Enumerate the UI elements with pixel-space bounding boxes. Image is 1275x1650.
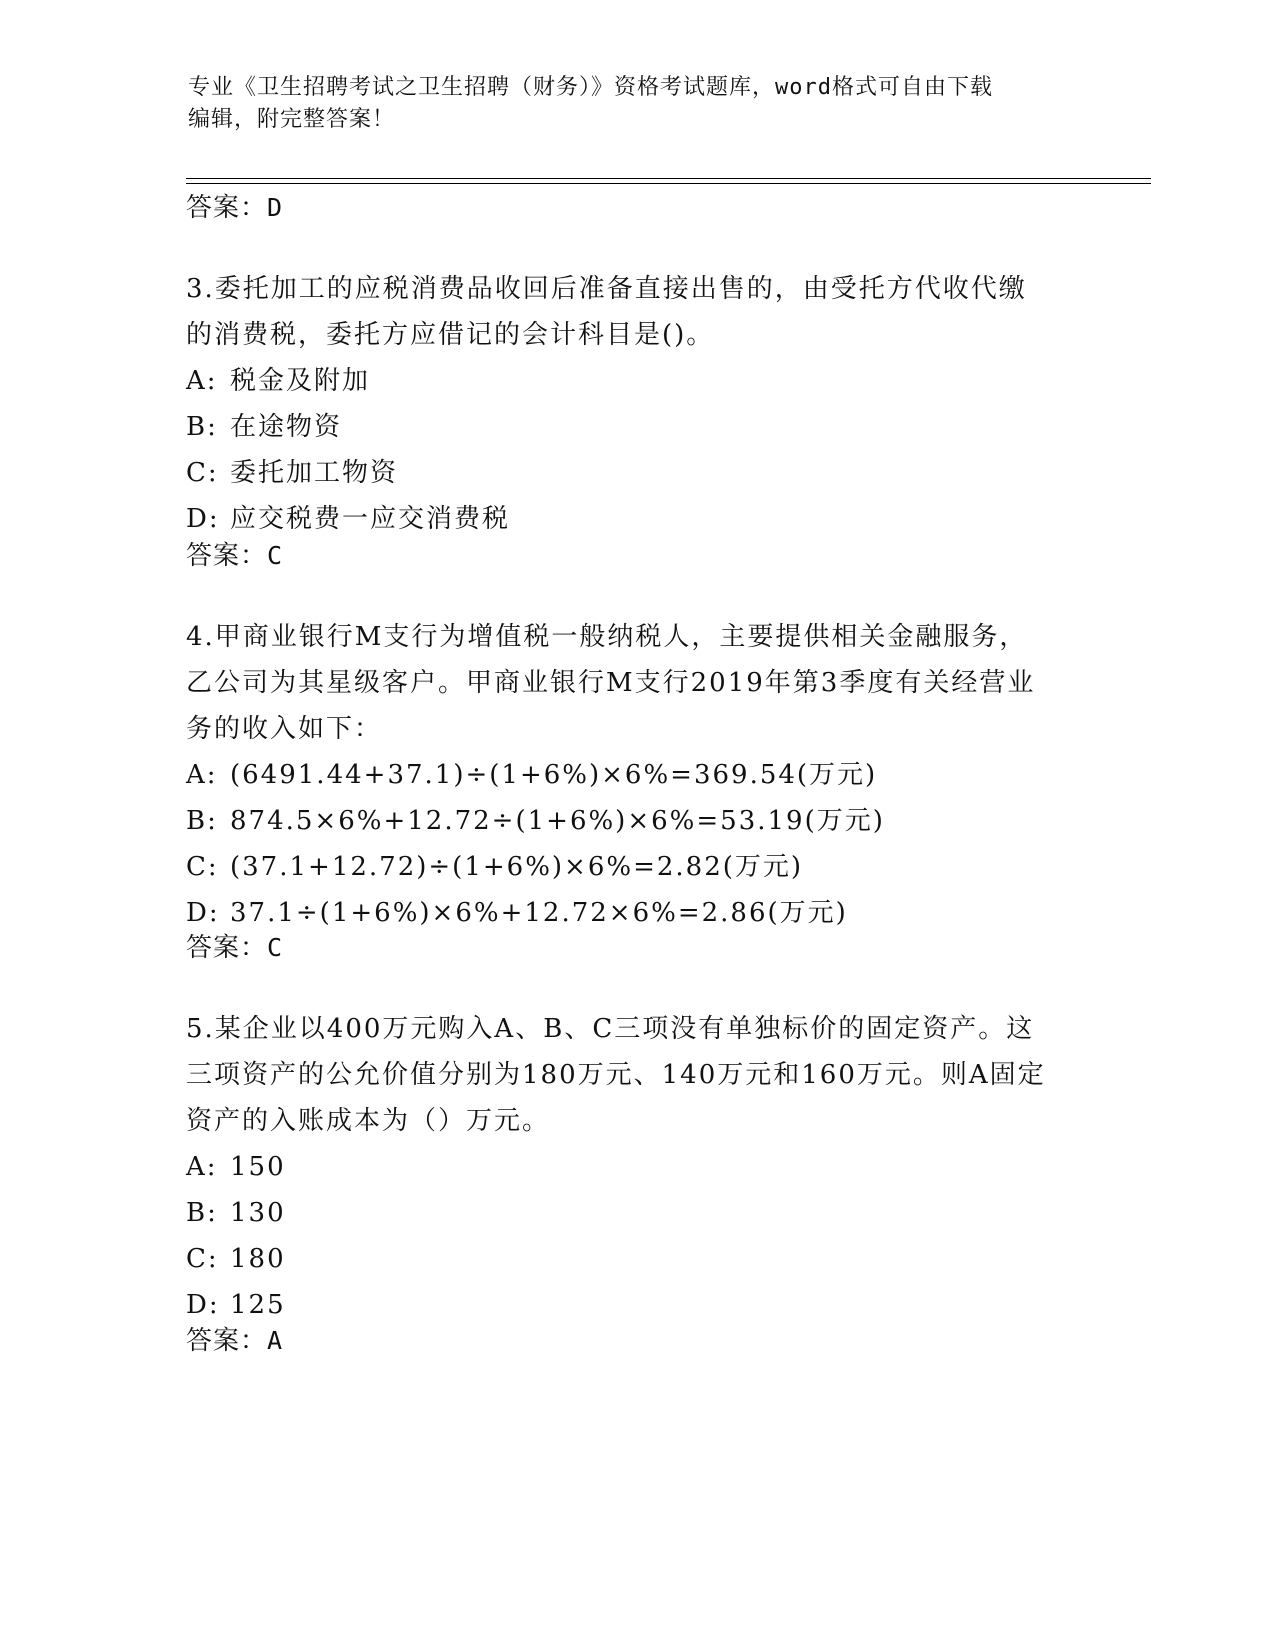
option-a: A: 税金及附加 [186,366,371,396]
answer-label: 答案： [186,541,268,571]
option-d: D: 应交税费一应交消费税 [186,504,511,534]
answer-label: 答案： [186,933,268,963]
header-line-1: 专业《卫生招聘考试之卫生招聘（财务）》资格考试题库，word格式可自由下载 [188,75,993,100]
option-b: B: 874.5×6%+12.72÷(1+6%)×6%=53.19(万元) [186,806,885,836]
option-c: C: 180 [186,1244,286,1274]
question-stem-line: 的消费税，委托方应借记的会计科目是()。 [186,320,715,350]
answer-value: C [267,933,284,962]
answer-value: C [267,541,284,570]
option-a: A: 150 [186,1152,286,1182]
question-stem-line: 乙公司为其星级客户。甲商业银行M支行2019年第3季度有关经营业 [186,668,1036,698]
option-c: C: 委托加工物资 [186,458,399,488]
header-line-2: 编辑，附完整答案！ [188,107,396,132]
question-stem-line: 三项资产的公允价值分别为180万元、140万元和160万元。则A固定 [186,1060,1046,1090]
answer-value: A [267,1326,284,1355]
question-stem-line: 5.某企业以400万元购入A、B、C三项没有单独标价的固定资产。这 [186,1014,1035,1044]
answer-value: D [267,193,284,222]
answer-line [186,191,283,225]
question-stem-line: 资产的入账成本为（）万元。 [186,1106,551,1136]
header-divider-top [186,178,1151,179]
document-header [188,72,1068,136]
question-stem-line: 务的收入如下： [186,714,383,744]
answer-label: 答案： [186,1326,268,1356]
question-stem-line: 4.甲商业银行M支行为增值税一般纳税人，主要提供相关金融服务， [186,622,1028,652]
answer-line [186,539,283,573]
option-b: B: 在途物资 [186,412,343,442]
question-4 [186,614,1086,936]
answer-line [186,1324,283,1358]
option-c: C: (37.1+12.72)÷(1+6%)×6%=2.82(万元) [186,852,804,882]
answer-label: 答案： [186,193,268,223]
question-3 [186,266,1086,542]
answer-line [186,931,283,965]
option-d: D: 37.1÷(1+6%)×6%+12.72×6%=2.86(万元) [186,898,848,928]
question-stem-line: 3.委托加工的应税消费品收回后准备直接出售的，由受托方代收代缴 [186,274,1027,304]
option-d: D: 125 [186,1290,286,1320]
question-5 [186,1006,1086,1328]
header-divider-bottom [186,183,1151,184]
option-b: B: 130 [186,1198,286,1228]
option-a: A: (6491.44+37.1)÷(1+6%)×6%=369.54(万元) [186,760,878,790]
